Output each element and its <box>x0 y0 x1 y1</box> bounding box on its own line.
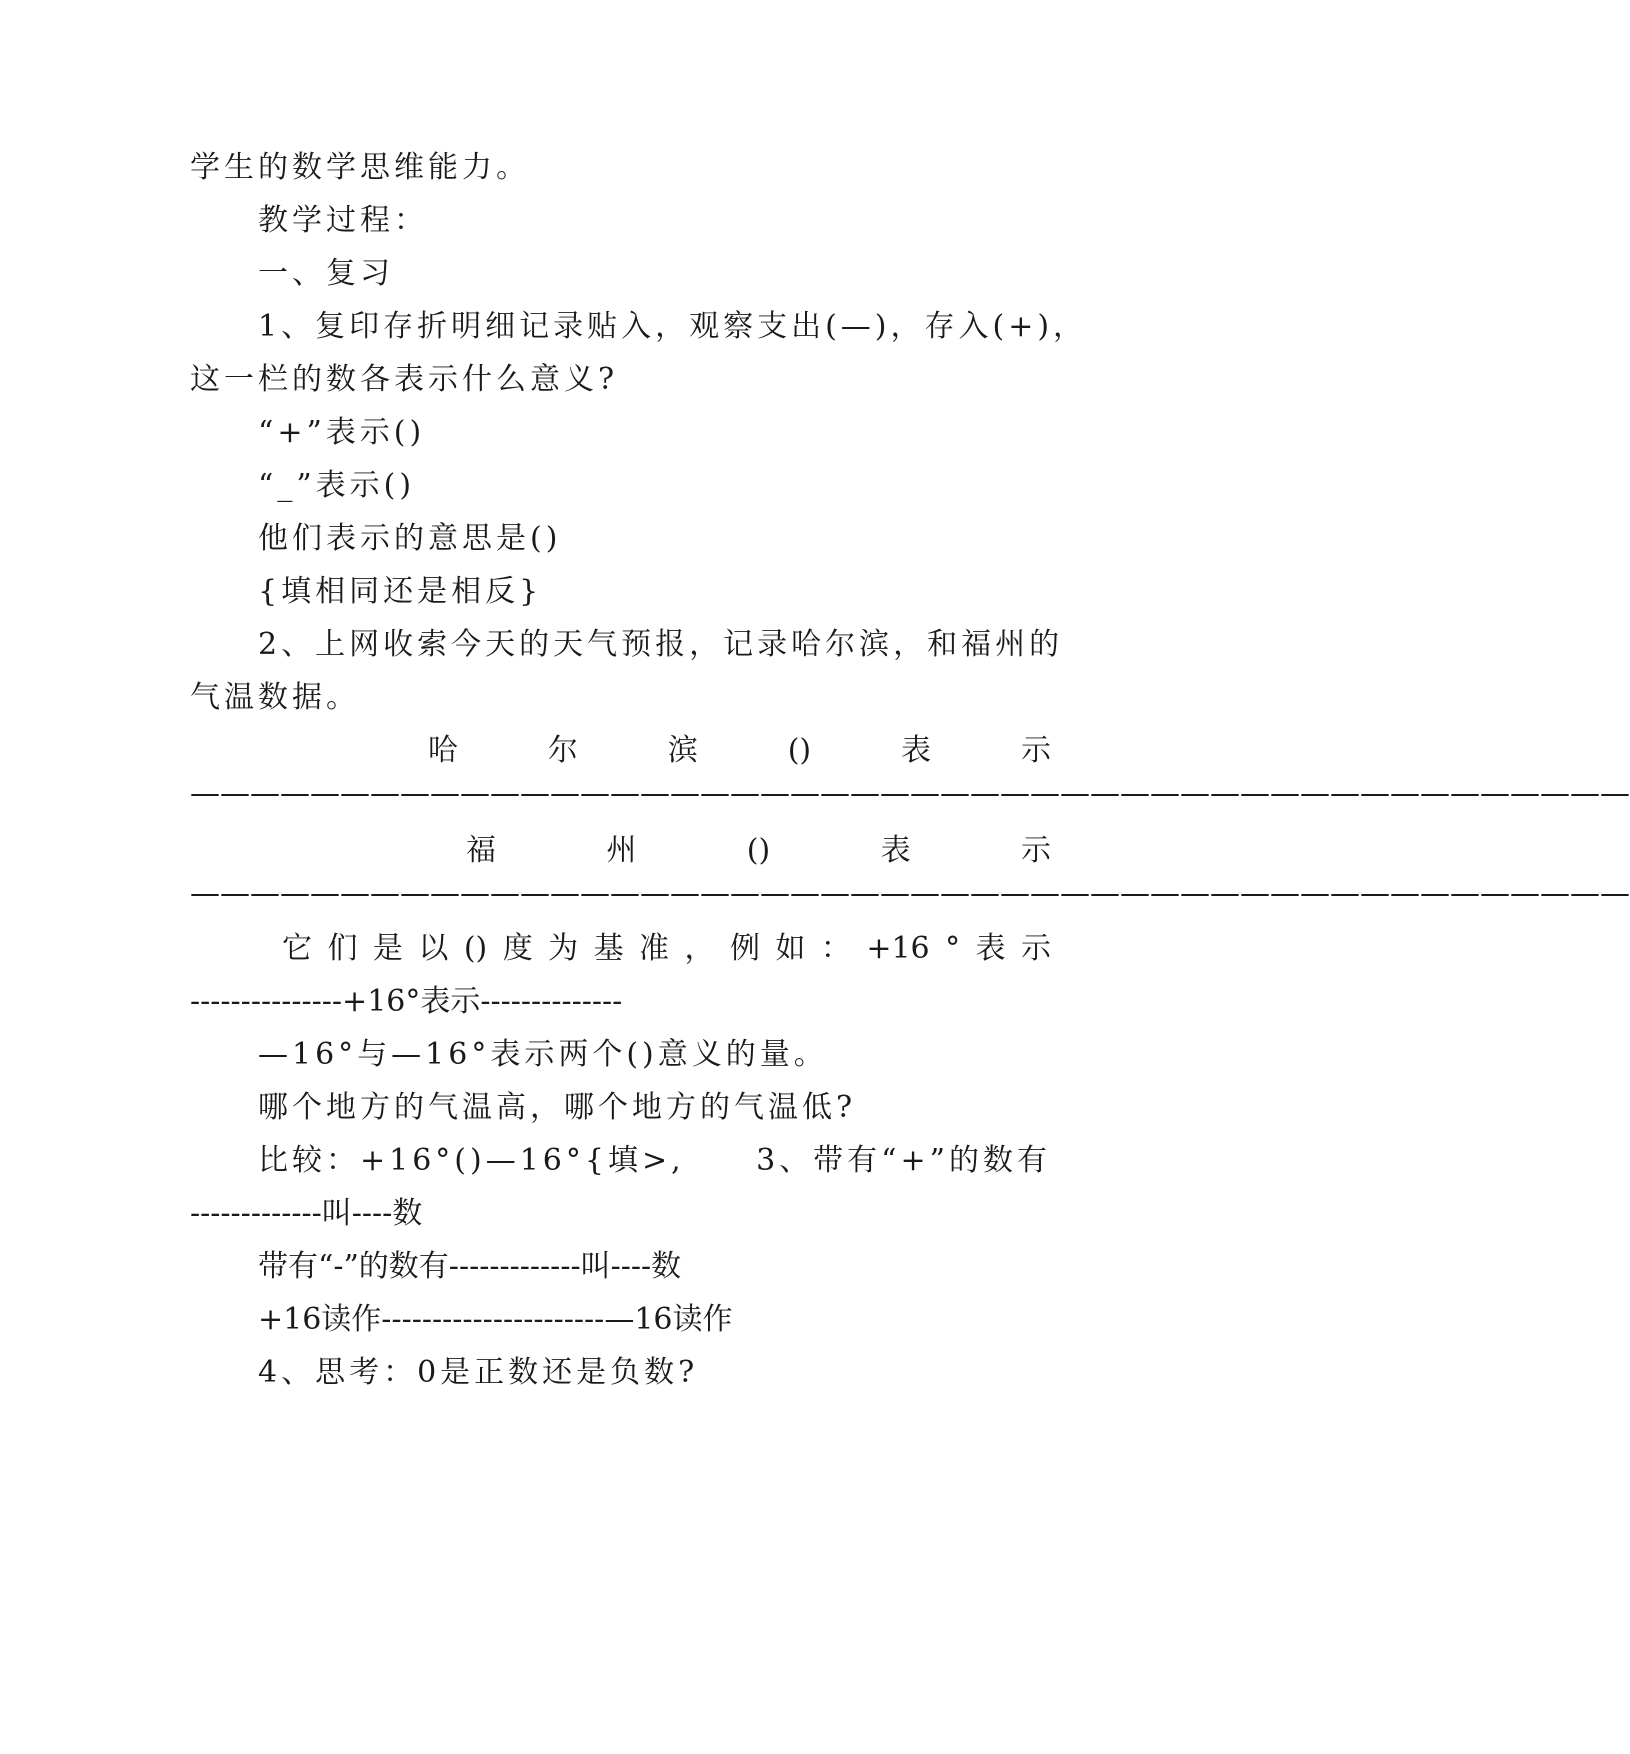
paragraph-read-as: +16读作----------------------—16读作 <box>258 1302 733 1337</box>
basis-word: 准 <box>639 931 670 966</box>
basis-word: 示 <box>1020 931 1051 966</box>
fuzhou-word: 福 <box>466 833 496 868</box>
item-3-text: 3、带有“+”的数有 <box>756 1143 1051 1178</box>
paragraph-meaning-question: 他们表示的意思是() <box>258 521 562 556</box>
paragraph-item-2: 2、上网收索今天的天气预报，记录哈尔滨，和福州的 <box>258 627 1064 662</box>
basis-word: ： <box>820 931 851 966</box>
harbin-fill-line <box>428 733 1051 769</box>
harbin-answer-blank: ———————————————————————————————————————————————— <box>190 776 1630 811</box>
fuzhou-fill-line <box>466 833 1051 869</box>
basis-word: 以 <box>418 931 449 966</box>
paragraph-item-1: 1、复印存折明细记录贴入，观察支出(—)，存入(+)， <box>258 309 1088 344</box>
fuzhou-word: 表 <box>880 833 911 868</box>
section-review-heading: 一、复习 <box>258 256 394 291</box>
paragraph-thinking-ability: 学生的数学思维能力。 <box>190 150 530 185</box>
harbin-word: 尔 <box>547 733 578 768</box>
basis-word: 度 <box>502 931 533 966</box>
basis-fill-line <box>282 931 1051 967</box>
harbin-word: 示 <box>1020 733 1051 768</box>
basis-word: () <box>463 931 488 966</box>
paragraph-item-1-cont: 这一栏的数各表示什么意义? <box>190 362 619 397</box>
basis-answer-blanks: ---------------+16°表示-------------- <box>190 984 623 1019</box>
compare-text: 比较：+16°()—16°{填>, <box>258 1143 685 1178</box>
fuzhou-word: 示 <box>1020 833 1051 868</box>
paragraph-positive-blank: -------------叫----数 <box>190 1196 423 1231</box>
basis-word: ， <box>684 931 715 966</box>
paragraph-which-warmer: 哪个地方的气温高，哪个地方的气温低? <box>258 1090 857 1125</box>
basis-word: 是 <box>372 931 403 966</box>
paragraph-opposite-meaning: —16°与—16°表示两个()意义的量。 <box>258 1037 828 1072</box>
fuzhou-word: () <box>746 833 771 868</box>
basis-word: 例 <box>729 931 760 966</box>
harbin-word: () <box>787 733 812 768</box>
paragraph-minus-meaning: “_”表示() <box>258 468 416 503</box>
paragraph-negative-blank: 带有“-”的数有-------------叫----数 <box>258 1249 682 1284</box>
fuzhou-word: 州 <box>606 833 637 868</box>
basis-word: 表 <box>975 931 1006 966</box>
paragraph-process-heading: 教学过程： <box>258 203 428 238</box>
harbin-word: 哈 <box>428 733 458 768</box>
basis-word: 如 <box>775 931 806 966</box>
basis-word: ° <box>945 931 961 966</box>
basis-word: 为 <box>548 931 579 966</box>
basis-word: +16 <box>866 931 930 966</box>
paragraph-compare <box>258 1143 1051 1179</box>
paragraph-item-4: 4、思考：0是正数还是负数? <box>258 1355 699 1390</box>
paragraph-plus-meaning: “+”表示() <box>258 415 426 450</box>
fuzhou-answer-blank: ———————————————————————————————————————————————— <box>190 876 1630 911</box>
harbin-word: 表 <box>901 733 932 768</box>
basis-word: 它 <box>282 931 312 966</box>
harbin-word: 滨 <box>667 733 698 768</box>
basis-word: 们 <box>327 931 358 966</box>
basis-word: 基 <box>593 931 624 966</box>
paragraph-item-2-cont: 气温数据。 <box>190 680 360 715</box>
paragraph-fill-hint: {填相同还是相反} <box>258 574 543 609</box>
